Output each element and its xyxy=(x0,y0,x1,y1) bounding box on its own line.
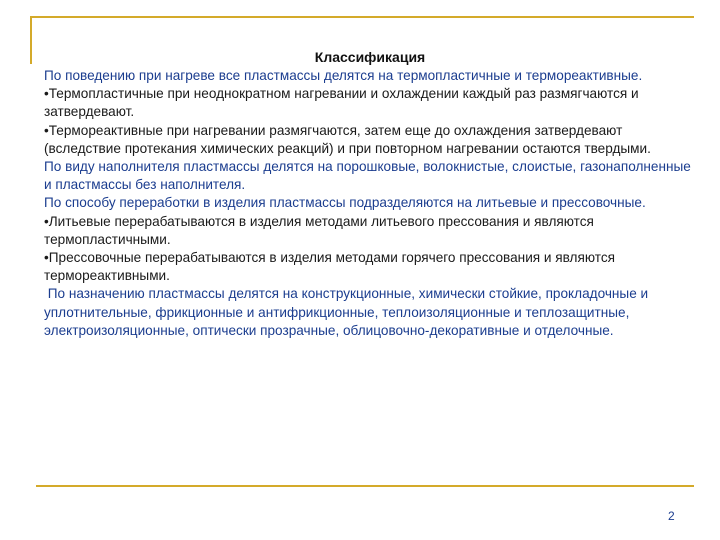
bullet-thermoplastic: •Термопластичные при неоднократном нагревании и охлаждении каждый раз размягчаются и затвердевают. xyxy=(44,86,639,120)
bullet-compression-molded: •Прессовочные перерабатываются в изделия методами горячего прессования и являются термореактивными. xyxy=(44,250,615,284)
paragraph-filler-type: По виду наполнителя пластмассы делятся на порошковые, волокнистые, слоистые, газонаполненные и пластмассы без наполнителя. xyxy=(44,159,691,193)
paragraph-processing-method: По способу переработки в изделия пластмассы подразделяются на литьевые и прессовочные. xyxy=(44,195,646,211)
paragraph-heating-behavior: По поведению при нагреве все пластмассы делятся на термопластичные и термореактивные. xyxy=(44,68,643,83)
paragraph-purpose: По назначению пластмассы делятся на конструкционные, химически стойкие, прокладочные и уплотнительные, фрикционные и антифрикционные, теплоизоляционные и теплозащитные, электроизоляционные, оптически прозрачные, облицовочно-декоративные и отделочные. xyxy=(44,286,652,338)
top-rule xyxy=(30,16,694,18)
bullet-thermoset: •Термореактивные при нагревании размягчаются, затем еще до охлаждения затвердевают (вследствие протекания химических реакций) и при повторном нагревании остаются твердыми. xyxy=(44,122,651,156)
slide-title: Классификация xyxy=(314,49,426,65)
bullet-injection-molded: •Литьевые перерабатываются в изделия методами литьевого прессования и являются термопластичными. xyxy=(44,213,594,247)
page-number: 2 xyxy=(668,509,675,523)
slide-body xyxy=(44,67,694,340)
bottom-rule xyxy=(36,485,694,487)
